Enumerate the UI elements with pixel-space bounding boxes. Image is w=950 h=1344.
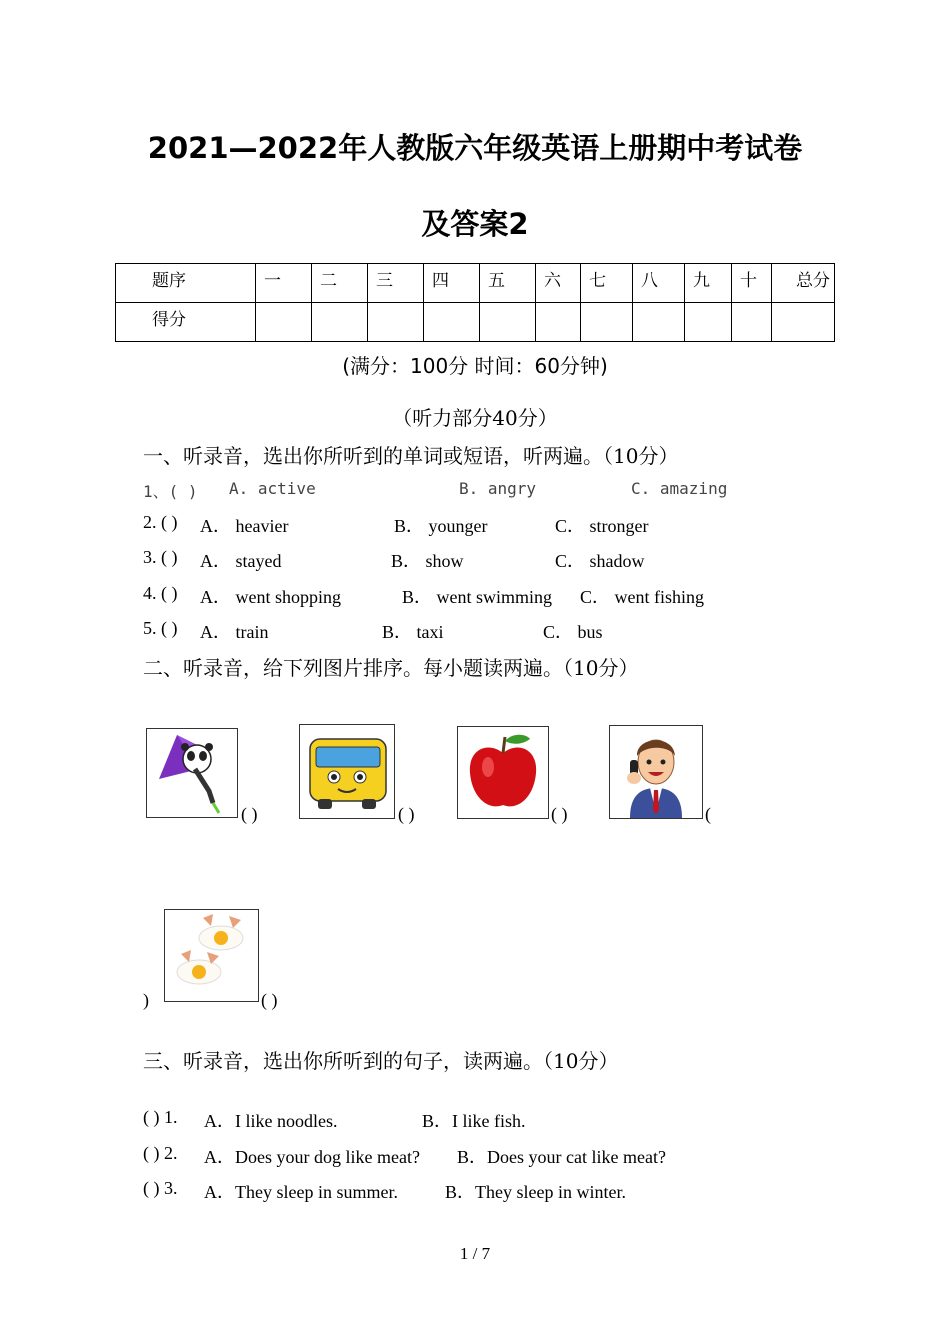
score-cell[interactable]	[424, 303, 480, 342]
question-number: 1、( )	[143, 482, 198, 501]
question-number: ( ) 3.	[143, 1178, 178, 1198]
option-a: A．Does your dog like meat?	[204, 1147, 420, 1167]
exam-info: (满分：100分 时间：60分钟)	[342, 354, 608, 378]
question-number: 2. ( )	[143, 512, 178, 532]
score-cell[interactable]	[536, 303, 581, 342]
option-c: C． shadow	[555, 551, 645, 571]
option-b: B． show	[391, 551, 464, 571]
section2-title: 二、听录音，给下列图片排序。每小题读两遍。（10分）	[143, 656, 639, 680]
answer-blank[interactable]: ( )	[261, 990, 278, 1010]
option-a: A. active	[229, 479, 316, 498]
question-number: ( ) 1.	[143, 1107, 178, 1127]
eggs-picture	[164, 909, 259, 1002]
score-cell[interactable]	[772, 303, 835, 342]
option-b: B. angry	[459, 479, 537, 498]
option-a: A．They sleep in summer.	[204, 1182, 398, 1202]
page-number: 1 / 7	[459, 1244, 491, 1263]
table-cell: 总分	[772, 264, 835, 303]
option-c: C． went fishing	[580, 587, 704, 607]
score-cell[interactable]	[480, 303, 536, 342]
cracked-eggs-icon	[165, 910, 258, 1001]
section1-title: 一、听录音，选出你所听到的单词或短语，听两遍。（10分）	[143, 444, 679, 468]
option-b: B．They sleep in winter.	[445, 1182, 626, 1202]
score-cell[interactable]	[368, 303, 424, 342]
score-cell[interactable]	[256, 303, 312, 342]
question-number: 3. ( )	[143, 547, 178, 567]
answer-blank[interactable]: ( )	[398, 804, 415, 824]
table-cell: 七	[581, 264, 633, 303]
table-cell: 三	[368, 264, 424, 303]
option-a: A． went shopping	[200, 587, 341, 607]
apple-icon	[458, 727, 548, 818]
option-a: A．I like noodles.	[204, 1111, 338, 1131]
answer-blank-close[interactable]: )	[143, 990, 149, 1010]
answer-blank[interactable]: ( )	[551, 804, 568, 824]
listening-header: （听力部分40分）	[392, 406, 558, 430]
option-c: C． stronger	[555, 516, 649, 536]
option-c: C. amazing	[631, 479, 728, 498]
table-cell: 四	[424, 264, 480, 303]
answer-blank[interactable]: ( )	[241, 804, 258, 824]
table-cell: 八	[633, 264, 685, 303]
score-cell[interactable]	[312, 303, 368, 342]
option-b: B． went swimming	[402, 587, 553, 607]
man-on-phone-icon	[610, 726, 702, 818]
answer-blank-open[interactable]: (	[705, 804, 711, 824]
score-table-row	[116, 303, 835, 342]
page-title-line2: 及答案2	[421, 207, 529, 241]
table-cell: 六	[536, 264, 581, 303]
page-title: 2021—2022年人教版六年级英语上册期中考试卷	[147, 131, 803, 165]
table-cell: 二	[312, 264, 368, 303]
option-a: A． stayed	[200, 551, 282, 571]
score-cell[interactable]	[633, 303, 685, 342]
score-cell[interactable]	[685, 303, 732, 342]
table-cell: 得分	[116, 303, 256, 342]
bus-icon	[300, 725, 394, 818]
kite-picture	[146, 728, 238, 818]
option-c: C． bus	[543, 622, 603, 642]
section3-title: 三、听录音，选出你所听到的句子，读两遍。（10分）	[143, 1049, 619, 1073]
option-a: A． train	[200, 622, 269, 642]
score-cell[interactable]	[732, 303, 772, 342]
score-table	[115, 263, 835, 342]
option-b: B． taxi	[382, 622, 444, 642]
table-cell: 五	[480, 264, 536, 303]
table-cell: 九	[685, 264, 732, 303]
question-number: 5. ( )	[143, 618, 178, 638]
apple-picture	[457, 726, 549, 819]
table-cell: 题序	[116, 264, 256, 303]
kite-icon	[147, 729, 237, 817]
phone-man-picture	[609, 725, 703, 819]
question-number: 4. ( )	[143, 583, 178, 603]
option-b: B． younger	[394, 516, 488, 536]
table-cell: 十	[732, 264, 772, 303]
table-cell: 一	[256, 264, 312, 303]
option-a: A． heavier	[200, 516, 289, 536]
option-b: B．I like fish.	[422, 1111, 526, 1131]
score-cell[interactable]	[581, 303, 633, 342]
question-number: ( ) 2.	[143, 1143, 178, 1163]
bus-picture	[299, 724, 395, 819]
option-b: B．Does your cat like meat?	[457, 1147, 666, 1167]
score-table-header-row	[116, 264, 835, 303]
